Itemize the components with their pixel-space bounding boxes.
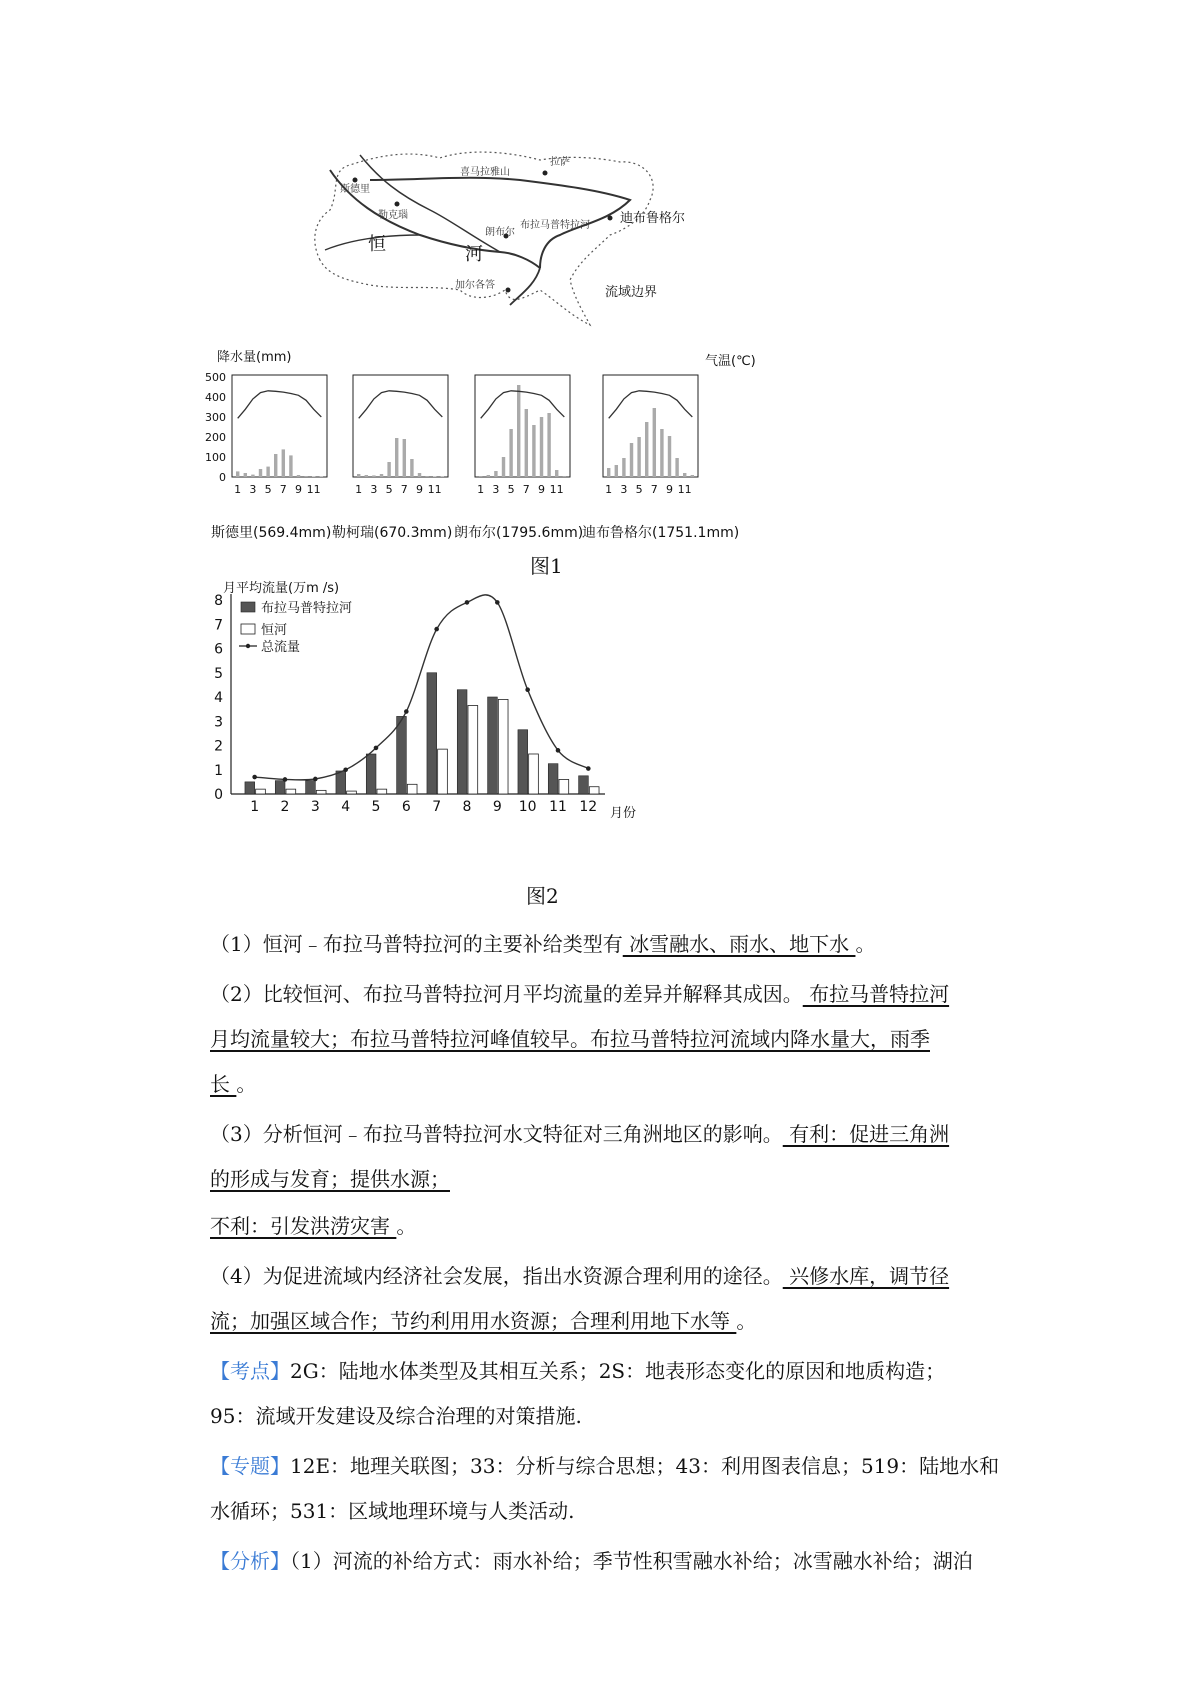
precip-bar bbox=[615, 465, 618, 477]
flow-x-tick: 7 bbox=[432, 799, 442, 815]
precip-bar bbox=[266, 467, 269, 477]
climate-panel bbox=[232, 375, 327, 496]
flow-y-tick: 3 bbox=[214, 714, 223, 731]
precip-y-tick: 400 bbox=[205, 391, 226, 404]
precip-bar bbox=[251, 475, 254, 477]
precip-bar bbox=[372, 475, 375, 477]
question-2-line-1: （2）比较恒河、布拉马普特拉河月平均流量的差异并解释其成因。 布拉马普特拉河 bbox=[210, 982, 950, 1006]
flow-x-tick: 1 bbox=[250, 799, 260, 815]
flow-bar-ganges bbox=[407, 784, 417, 794]
precip-bar bbox=[555, 470, 558, 477]
question-3-line-1: （3）分析恒河﹣布拉马普特拉河水文特征对三角洲地区的影响。 有利：促进三角洲 bbox=[210, 1122, 950, 1146]
river-mouth bbox=[510, 268, 540, 305]
flow-bar-brahmaputra bbox=[336, 771, 346, 794]
basin-map bbox=[300, 140, 720, 330]
temp-axis-label: 气温(℃) bbox=[705, 354, 756, 369]
map-label-he: 河 bbox=[465, 244, 483, 265]
precip-bar bbox=[410, 459, 413, 477]
precip-bar bbox=[607, 468, 610, 477]
map-label-dibrugarh: 迪布鲁格尔 bbox=[620, 211, 686, 226]
answer-2-part-1: 布拉马普特拉河 bbox=[802, 982, 950, 1006]
flow-x-tick: 12 bbox=[579, 799, 598, 815]
month-tick: 9 bbox=[537, 483, 545, 496]
month-tick: 5 bbox=[264, 483, 272, 496]
map-label-himalaya: 喜马拉雅山 bbox=[460, 167, 510, 178]
flow-x-tick: 9 bbox=[492, 799, 502, 815]
flow-x-tick: 5 bbox=[371, 799, 381, 815]
flow-bar-ganges bbox=[438, 749, 448, 794]
precip-y-tick: 500 bbox=[205, 371, 226, 384]
total-flow-point bbox=[252, 775, 257, 780]
month-tick: 3 bbox=[249, 483, 257, 496]
month-tick: 1 bbox=[234, 483, 242, 496]
flow-x-tick: 8 bbox=[462, 799, 472, 815]
precip-bar bbox=[259, 469, 262, 477]
flow-y-axis-label: 月平均流量(万m /s) bbox=[223, 581, 340, 596]
flow-bar-brahmaputra bbox=[427, 673, 437, 794]
month-tick: 7 bbox=[279, 483, 287, 496]
month-tick: 7 bbox=[400, 483, 408, 496]
flow-chart bbox=[205, 580, 645, 830]
precip-bar bbox=[297, 475, 300, 477]
month-tick: 3 bbox=[492, 483, 500, 496]
flow-bar-ganges bbox=[347, 791, 357, 794]
month-tick: 3 bbox=[620, 483, 628, 496]
climate-panel bbox=[603, 375, 698, 496]
kaodian-line-1: 【考点】2G：陆地水体类型及其相互关系；2S：地表形态变化的原因和地质构造； bbox=[210, 1359, 946, 1383]
flow-bar-ganges bbox=[468, 705, 478, 794]
station-name: 迪布鲁格尔(1751.1mm) bbox=[582, 525, 740, 541]
flow-x-tick: 4 bbox=[341, 799, 351, 815]
flow-x-tick: 3 bbox=[310, 799, 320, 815]
flow-bar-brahmaputra bbox=[366, 754, 376, 794]
month-tick: 5 bbox=[385, 483, 393, 496]
precip-bar bbox=[675, 458, 678, 477]
total-flow-point bbox=[586, 766, 591, 771]
legend-swatch-ganges bbox=[241, 624, 255, 634]
answer-2-part-3: 长 bbox=[210, 1072, 237, 1096]
map-label-brahmaputra: 布拉马普特拉河 bbox=[520, 220, 590, 231]
precip-bar bbox=[502, 457, 505, 477]
flow-x-axis-label: 月份 bbox=[610, 806, 637, 821]
flow-bar-ganges bbox=[498, 699, 508, 794]
temperature-line bbox=[238, 391, 322, 419]
month-tick: 11 bbox=[549, 483, 564, 496]
flow-bar-brahmaputra bbox=[397, 716, 407, 794]
precip-bar bbox=[365, 475, 368, 477]
total-flow-point bbox=[313, 777, 318, 782]
flow-bar-brahmaputra bbox=[245, 782, 255, 794]
climate-panel bbox=[353, 375, 448, 496]
flow-y-tick: 0 bbox=[214, 787, 223, 803]
precip-bar bbox=[433, 476, 436, 477]
flow-bar-brahmaputra bbox=[457, 690, 467, 794]
month-tick: 7 bbox=[650, 483, 658, 496]
map-label-heng: 恒 bbox=[368, 234, 386, 255]
map-label-delhi: 斯德里 bbox=[340, 184, 370, 195]
question-2-line-3: 长 。 bbox=[210, 1072, 257, 1096]
precip-bar bbox=[357, 474, 360, 477]
climate-charts bbox=[200, 345, 800, 515]
precip-bar bbox=[525, 409, 528, 477]
precip-bar bbox=[380, 474, 383, 477]
month-tick: 9 bbox=[665, 483, 673, 496]
total-flow-point bbox=[556, 748, 561, 753]
fenxi-line-1: 【分析】（1）河流的补给方式：雨水补给；季节性积雪融水补给；冰雪融水补给；湖泊 bbox=[210, 1549, 973, 1573]
flow-y-tick: 5 bbox=[214, 665, 223, 682]
flow-bar-ganges bbox=[589, 787, 599, 794]
station-name-row bbox=[205, 522, 805, 544]
legend-swatch-brahmaputra bbox=[241, 602, 255, 612]
flow-bar-ganges bbox=[529, 754, 539, 794]
flow-y-tick: 7 bbox=[214, 617, 223, 634]
month-tick: 5 bbox=[507, 483, 515, 496]
precip-bar bbox=[487, 475, 490, 477]
precip-axis-label: 降水量(mm) bbox=[217, 350, 292, 365]
zhuanti-tag: 【专题】 bbox=[210, 1454, 290, 1478]
precip-bar bbox=[653, 408, 656, 477]
legend-label-ganges: 恒河 bbox=[261, 623, 288, 638]
map-label-lhasa: 拉萨 bbox=[550, 157, 570, 168]
total-flow-point bbox=[434, 627, 439, 632]
climate-panel-frame bbox=[603, 375, 698, 477]
precip-bar bbox=[683, 473, 686, 477]
zhuanti-line-2: 水循环；531：区域地理环境与人类活动. bbox=[210, 1499, 575, 1523]
legend-label-brahmaputra: 布拉马普特拉河 bbox=[261, 601, 353, 616]
zhuanti-line-1: 【专题】12E：地理关联图；33：分析与综合思想；43：利用图表信息；519：陆地水和 bbox=[210, 1454, 1000, 1478]
precip-bar bbox=[517, 385, 520, 477]
precip-bar bbox=[395, 438, 398, 477]
answer-2-part-2: 月均流量较大；布拉马普特拉河峰值较早。布拉马普特拉河流域内降水量大，雨季 bbox=[210, 1027, 930, 1051]
precip-bar bbox=[236, 471, 239, 477]
flow-bar-ganges bbox=[256, 789, 266, 794]
flow-y-tick: 1 bbox=[214, 762, 223, 779]
precip-bar bbox=[547, 413, 550, 477]
kaodian-tag: 【考点】 bbox=[210, 1359, 290, 1383]
month-tick: 1 bbox=[355, 483, 363, 496]
flow-bar-ganges bbox=[286, 789, 296, 794]
station-name: 勒柯瑞(670.3mm) bbox=[332, 525, 453, 541]
flow-bar-brahmaputra bbox=[548, 764, 558, 794]
month-tick: 11 bbox=[427, 483, 442, 496]
question-1: （1）恒河﹣布拉马普特拉河的主要补给类型有 冰雪融水、雨水、地下水 。 bbox=[210, 932, 876, 956]
map-label-rangpur: 朗布尔 bbox=[485, 227, 515, 238]
legend-marker-total bbox=[246, 644, 250, 648]
question-4-line-1: （4）为促进流域内经济社会发展，指出水资源合理利用的途径。 兴修水库，调节径 bbox=[210, 1264, 950, 1288]
precip-bar bbox=[660, 429, 663, 477]
flow-bar-brahmaputra bbox=[518, 730, 528, 794]
month-tick: 9 bbox=[415, 483, 423, 496]
flow-y-tick: 2 bbox=[214, 738, 223, 755]
answer-1: 冰雪融水、雨水、地下水 bbox=[622, 932, 856, 956]
flow-x-tick: 11 bbox=[549, 799, 567, 815]
question-2-line-2 bbox=[210, 1025, 1030, 1053]
precip-bar bbox=[282, 449, 285, 477]
fenxi-tag: 【分析】 bbox=[210, 1549, 290, 1573]
precip-y-tick: 0 bbox=[219, 471, 226, 484]
month-tick: 9 bbox=[294, 483, 302, 496]
climate-panel-frame bbox=[475, 375, 570, 477]
map-label-basin-boundary: 流域边界 bbox=[605, 285, 658, 300]
flow-bar-ganges bbox=[316, 790, 326, 794]
total-flow-point bbox=[495, 600, 500, 605]
climate-panel bbox=[475, 375, 570, 496]
precip-bar bbox=[622, 458, 625, 477]
precip-bar bbox=[532, 425, 535, 477]
flow-x-tick: 2 bbox=[280, 799, 290, 815]
answer-3-part-3: 不利：引发洪涝灾害 bbox=[210, 1214, 397, 1238]
flow-bar-brahmaputra bbox=[275, 781, 285, 794]
flow-bar-brahmaputra bbox=[579, 776, 589, 794]
precip-bar bbox=[540, 417, 543, 477]
question-3-line-2 bbox=[210, 1165, 1030, 1193]
month-tick: 7 bbox=[522, 483, 530, 496]
kaodian-line-2: 95：流域开发建设及综合治理的对策措施. bbox=[210, 1404, 582, 1428]
answer-3-part-2: 的形成与发育；提供水源； bbox=[210, 1167, 450, 1191]
total-flow-point bbox=[283, 777, 288, 782]
flow-x-tick: 6 bbox=[401, 799, 411, 815]
precip-bar bbox=[645, 422, 648, 477]
total-flow-point bbox=[525, 687, 530, 692]
total-flow-point bbox=[465, 600, 470, 605]
precip-bar bbox=[668, 436, 671, 477]
precip-bar bbox=[387, 462, 390, 477]
month-tick: 1 bbox=[605, 483, 613, 496]
total-flow-line bbox=[255, 595, 589, 780]
temperature-line bbox=[609, 391, 693, 419]
total-flow-point bbox=[343, 767, 348, 772]
precip-bar bbox=[691, 475, 694, 477]
month-tick: 5 bbox=[635, 483, 643, 496]
temperature-line bbox=[481, 391, 565, 419]
answer-4-part-2: 流；加强区域合作；节约利用用水资源；合理利用地下水等 bbox=[210, 1309, 737, 1333]
precip-y-tick: 100 bbox=[205, 451, 226, 464]
precip-bar bbox=[312, 476, 315, 477]
total-flow-point bbox=[404, 709, 409, 714]
precip-bar bbox=[630, 443, 633, 477]
precip-bar bbox=[425, 476, 428, 477]
temperature-line bbox=[359, 391, 443, 419]
legend-label-total: 总流量 bbox=[261, 640, 301, 655]
precip-bar bbox=[418, 473, 421, 477]
month-tick: 3 bbox=[370, 483, 378, 496]
precip-bar bbox=[479, 476, 482, 477]
flow-bar-ganges bbox=[559, 779, 569, 794]
climate-panel-frame bbox=[353, 375, 448, 477]
answer-4-part-1: 兴修水库，调节径 bbox=[782, 1264, 950, 1288]
figure1-caption: 图1 bbox=[530, 554, 563, 578]
flow-y-tick: 8 bbox=[214, 593, 223, 609]
question-3-line-3: 不利：引发洪涝灾害 。 bbox=[210, 1214, 417, 1238]
total-flow-point bbox=[374, 746, 379, 751]
precip-bar bbox=[637, 437, 640, 477]
flow-bar-brahmaputra bbox=[488, 697, 498, 794]
precip-bar bbox=[289, 455, 292, 477]
month-tick: 1 bbox=[477, 483, 485, 496]
flow-y-tick: 4 bbox=[214, 690, 223, 706]
map-label-lucknow: 勒克瑙 bbox=[378, 210, 408, 221]
precip-bar bbox=[563, 476, 566, 477]
precip-bar bbox=[274, 454, 277, 477]
precip-bar bbox=[403, 439, 406, 477]
flow-bar-brahmaputra bbox=[306, 781, 316, 794]
flow-x-tick: 10 bbox=[518, 799, 537, 815]
brahmaputra-river bbox=[370, 178, 630, 268]
station-name: 朗布尔(1795.6mm) bbox=[454, 525, 584, 541]
precip-y-tick: 300 bbox=[205, 411, 226, 424]
map-label-kolkata: 加尔各答 bbox=[455, 280, 495, 291]
station-name: 斯德里(569.4mm) bbox=[211, 525, 332, 541]
answer-3-part-1: 有利：促进三角洲 bbox=[782, 1122, 950, 1146]
flow-bar-ganges bbox=[377, 789, 387, 794]
month-tick: 11 bbox=[306, 483, 321, 496]
flow-y-tick: 6 bbox=[214, 641, 223, 658]
precip-bar bbox=[509, 429, 512, 477]
precip-y-tick: 200 bbox=[205, 431, 226, 444]
figure2-caption: 图2 bbox=[526, 884, 559, 908]
precip-bar bbox=[244, 473, 247, 477]
precip-bar bbox=[304, 476, 307, 477]
month-tick: 11 bbox=[677, 483, 692, 496]
precip-bar bbox=[494, 471, 497, 477]
climate-panel-frame bbox=[232, 375, 327, 477]
question-4-line-2: 流；加强区域合作；节约利用用水资源；合理利用地下水等 。 bbox=[210, 1309, 757, 1333]
